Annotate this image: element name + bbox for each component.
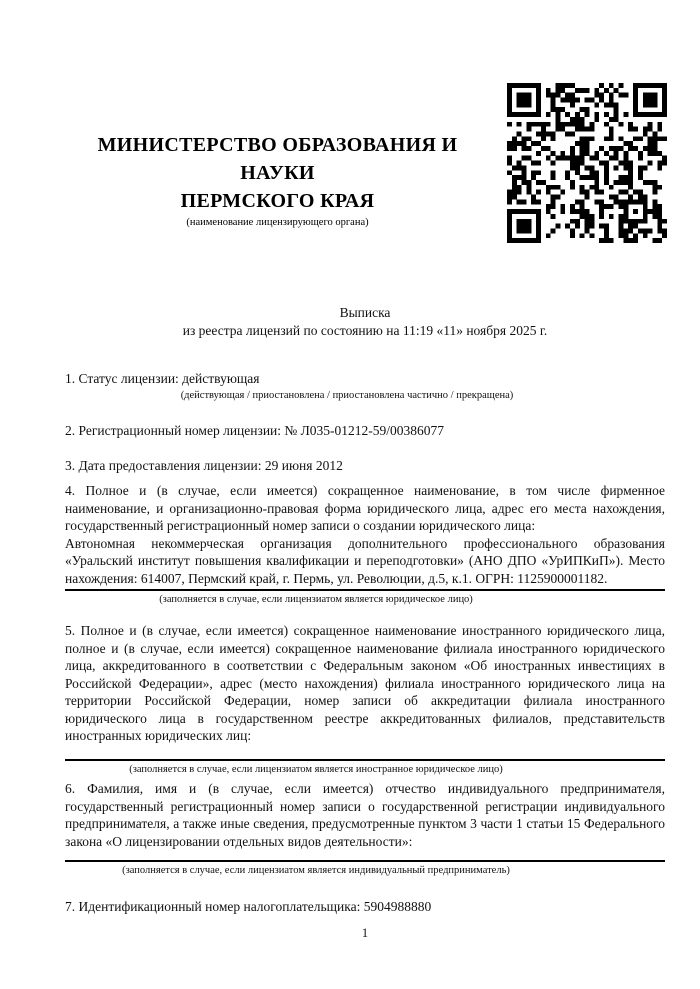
item-registration-number: 2. Регистрационный номер лицензии: № Л035-01212-59/00386077 [65,423,445,438]
legal-entity-question: 4. Полное и (в случае, если имеется) сокращенное наименование, в том числе фирменное наименование, и организационно-правовая форма юридического лица, адрес его места нахождения, государственный регистрационный номер записи о создании юридического лица: [65,483,665,533]
ministry-name-line1: МИНИСТЕРСТВО ОБРАЗОВАНИЯ И НАУКИ [97,134,458,184]
item-individual-entrepreneur [65,780,665,877]
individual-entrepreneur-fill-note: (заполняется в случае, если лицензиатом является индивидуальный предприниматель) [122,865,510,876]
extract-title: Выписка [339,305,391,320]
empty-answer-space [65,745,665,757]
qr-code-icon [507,83,667,243]
item-grant-date: 3. Дата предоставления лицензии: 29 июня 2012 [65,458,343,473]
foreign-entity-question: 5. Полное и (в случае, если имеется) сокращенное наименование иностранного юридического лица, полное и (в случае, если имеется) сокращенное наименование филиала иностранного юридического лица, аккредитованного в соответствии с Федеральным законом «Об иностранных инвестициях в Российской Федерации», адрес (место нахождения) филиала иностранного юридического лица на территории Российской Федерации, номер записи об аккредитации филиала иностранного юридического лица в государственном реестре аккредитованных филиалов, представительств иностранных юридических лиц: [65,623,665,743]
item-license-status: 1. Статус лицензии: действующая [65,371,260,386]
extract-date-line: из реестра лицензий по состоянию на 11:19 «11» ноября 2025 г. [182,322,548,338]
foreign-entity-fill-note: (заполняется в случае, если лицензиатом является иностранное юридическое лицо) [129,763,503,775]
item-legal-entity [65,482,665,606]
ministry-caption: (наименование лицензирующего органа) [186,217,369,228]
status-options-note: (действующая / приостановлена / приостановлена частично / прекращена) [180,390,514,401]
empty-answer-space [65,850,665,858]
page-number: 1 [361,926,369,940]
legal-entity-fill-note: (заполняется в случае, если лицензиатом является юридическое лицо) [159,594,473,605]
divider-line [65,860,665,862]
item-foreign-entity [65,622,665,776]
ministry-header [65,131,490,230]
status-options-note-wrap [65,389,665,402]
ministry-name-line2: ПЕРМСКОГО КРАЯ [180,190,375,212]
item-taxpayer-id: 7. Идентификационный номер налогоплательщика: 5904988880 [65,899,432,914]
extract-heading [65,304,665,339]
divider-line [65,589,665,591]
individual-entrepreneur-question: 6. Фамилия, имя и (в случае, если имеется) отчество индивидуального предпринимателя, государственный регистрационный номер записи о государственной регистрации индивидуального предпринимателя, а также иные сведения, предусмотренные пунктом 3 части 1 статьи 15 Федерального закона «О лицензировании отдельных видов деятельности»: [65,781,665,849]
legal-entity-answer: Автономная некоммерческая организация дополнительного профессионального образования «Уральский институт повышения квалификации и переподготовки» (АНО ДПО «УрИПКиП»). Место нахождения: 614007, Пермский край, г. Пермь, ул. Революции, д.5, к.1. ОГРН: 1125900001182. [65,535,665,586]
divider-line [65,759,665,761]
